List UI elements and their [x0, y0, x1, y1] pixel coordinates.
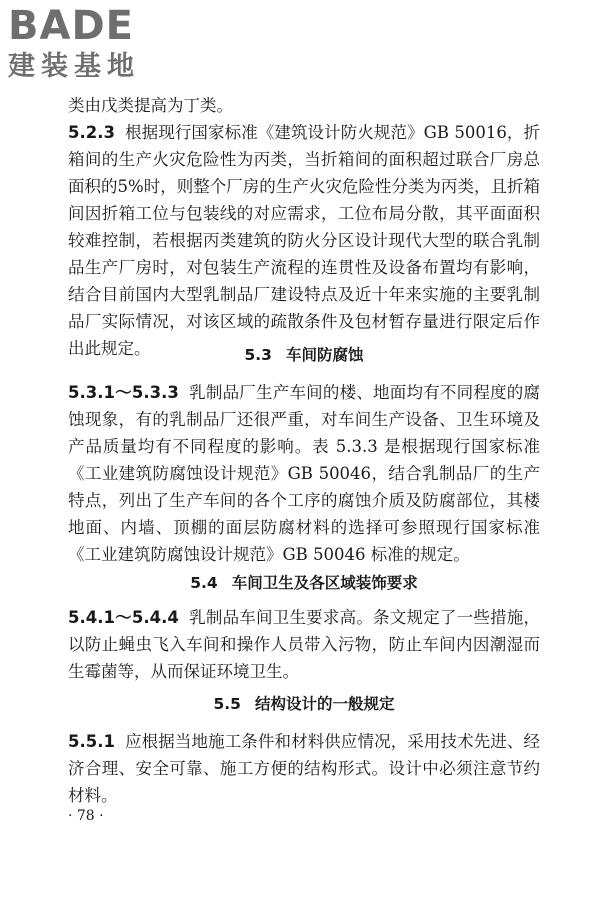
clause-5-3-1-to-5-3-3 — [68, 379, 540, 568]
clause-text: 根据现行国家标准《建筑设计防火规范》GB 50016，折箱间的生产火灾危险性为丙类，当折箱间的面积超过联合厂房总面积的5%时，则整个厂房的生产火灾危险性分类为丙类，且折箱间因折箱工位与包装线的对应需求，工位布局分散，其平面面积较难控制，若根据丙类建筑的防火分区设计现代大型的联合乳制品生产厂房时，对包装生产流程的连贯性及设备布置均有影响，结合目前国内大型乳制品厂建设特点及近十年来实施的主要乳制品厂实际情况，对该区域的疏散条件及包材暂存量进行限定后作出此规定。 — [68, 123, 540, 358]
page-number: · 78 · — [68, 808, 104, 824]
clause-text: 乳制品厂生产车间的楼、地面均有不同程度的腐蚀现象，有的乳制品厂还很严重，对车间生产设备、卫生环境及产品质量均有不同程度的影响。表 5.3.3 是根据现行国家标准《工业建筑防腐蚀设计规范》GB 50046，结合乳制品厂的生产特点，列出了生产车间的各个工序的腐蚀介质及防腐部位，其楼地面、内墙、顶棚的面层防腐材料的选择可参照现行国家标准《工业建筑防腐蚀设计规范》GB 50046 标准的规定。 — [68, 383, 540, 564]
logo-wordmark: BADE — [8, 3, 134, 49]
section-number: 5.4 — [190, 574, 218, 592]
clause-number: 5.5.1 — [68, 732, 115, 751]
paragraph-text: 类由戊类提高为丁类。 — [68, 96, 233, 115]
section-number: 5.3 — [244, 346, 272, 364]
bade-logo — [8, 4, 178, 88]
section-heading-5-3 — [68, 344, 540, 366]
paragraph-continued — [68, 92, 540, 119]
clause-text: 应根据当地施工条件和材料供应情况，采用技术先进、经济合理、安全可靠、施工方便的结构形式。设计中必须注意节约材料。 — [68, 732, 540, 805]
section-number: 5.5 — [213, 695, 241, 713]
section-title: 车间卫生及各区域装饰要求 — [231, 574, 418, 592]
clause-5-4-1-to-5-4-4 — [68, 604, 540, 685]
clause-number: 5.4.1～5.4.4 — [68, 608, 179, 627]
section-title: 结构设计的一般规定 — [254, 695, 395, 713]
section-title: 车间防腐蚀 — [285, 346, 364, 364]
section-heading-5-4 — [68, 572, 540, 594]
clause-number: 5.3.1～5.3.3 — [68, 383, 179, 402]
clause-5-2-3 — [68, 119, 540, 362]
section-heading-5-5 — [68, 693, 540, 715]
clause-text: 乳制品车间卫生要求高。条文规定了一些措施，以防止蝇虫飞入车间和操作人员带入污物，防止车间内因潮湿而生霉菌等，从而保证环境卫生。 — [68, 608, 540, 681]
clause-5-5-1 — [68, 728, 540, 809]
logo-subtitle: 建装基地 — [8, 51, 140, 82]
clause-number: 5.2.3 — [68, 123, 115, 142]
